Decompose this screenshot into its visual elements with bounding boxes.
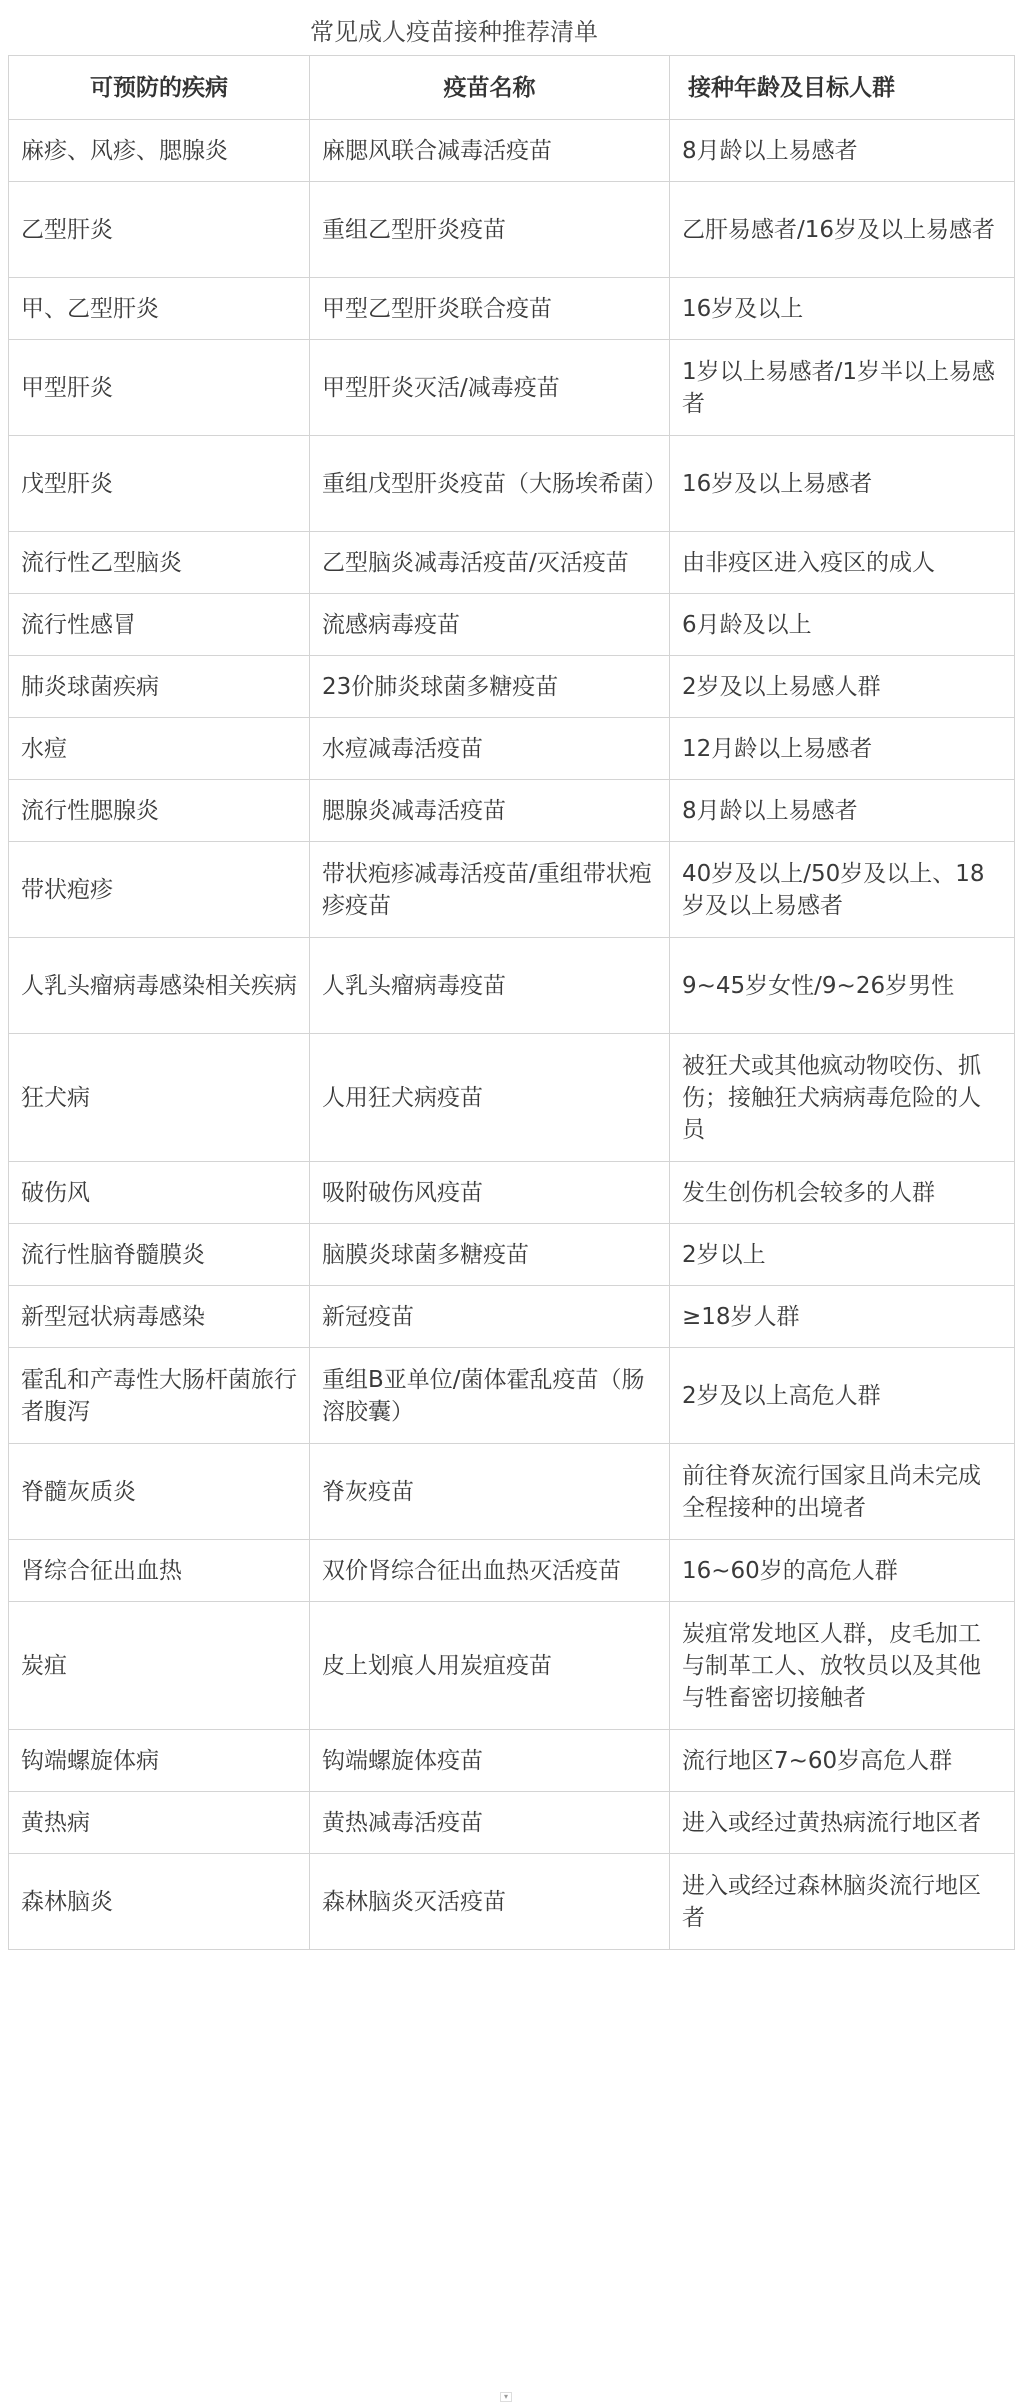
- vaccine-cell: 带状疱疹减毒活疫苗/重组带状疱疹疫苗: [310, 842, 670, 938]
- table-row: [9, 1854, 1015, 1950]
- target-cell: ≥18岁人群: [670, 1286, 1015, 1348]
- target-cell: 6月龄及以上: [670, 594, 1015, 656]
- disease-cell: 炭疽: [9, 1602, 310, 1730]
- table-row: [9, 938, 1015, 1034]
- target-cell: 炭疽常发地区人群，皮毛加工与制革工人、放牧员以及其他与牲畜密切接触者: [670, 1602, 1015, 1730]
- target-cell: 16岁及以上: [670, 278, 1015, 340]
- vaccine-cell: 脑膜炎球菌多糖疫苗: [310, 1224, 670, 1286]
- disease-cell: 麻疹、风疹、腮腺炎: [9, 120, 310, 182]
- vaccine-cell: 森林脑炎灭活疫苗: [310, 1854, 670, 1950]
- vaccine-cell: 流感病毒疫苗: [310, 594, 670, 656]
- disease-cell: 戊型肝炎: [9, 436, 310, 532]
- table-row: [9, 340, 1015, 436]
- disease-cell: 肾综合征出血热: [9, 1540, 310, 1602]
- vaccine-cell: 腮腺炎减毒活疫苗: [310, 780, 670, 842]
- disease-cell: 肺炎球菌疾病: [9, 656, 310, 718]
- vaccine-cell: 麻腮风联合减毒活疫苗: [310, 120, 670, 182]
- vaccine-cell: 人乳头瘤病毒疫苗: [310, 938, 670, 1034]
- table-row: [9, 1792, 1015, 1854]
- table-row: [9, 1034, 1015, 1162]
- target-cell: 前往脊灰流行国家且尚未完成全程接种的出境者: [670, 1444, 1015, 1540]
- disease-cell: 新型冠状病毒感染: [9, 1286, 310, 1348]
- vaccine-cell: 水痘减毒活疫苗: [310, 718, 670, 780]
- disease-cell: 流行性脑脊髓膜炎: [9, 1224, 310, 1286]
- vaccine-cell: 重组乙型肝炎疫苗: [310, 182, 670, 278]
- disease-cell: 水痘: [9, 718, 310, 780]
- disease-cell: 流行性感冒: [9, 594, 310, 656]
- table-row: [9, 182, 1015, 278]
- table-row: [9, 1730, 1015, 1792]
- table-row: [9, 1444, 1015, 1540]
- disease-cell: 流行性乙型脑炎: [9, 532, 310, 594]
- table-row: [9, 532, 1015, 594]
- table-row: [9, 718, 1015, 780]
- vaccine-cell: 重组戊型肝炎疫苗（大肠埃希菌）: [310, 436, 670, 532]
- disease-cell: 带状疱疹: [9, 842, 310, 938]
- vaccine-cell: 甲型乙型肝炎联合疫苗: [310, 278, 670, 340]
- target-cell: 乙肝易感者/16岁及以上易感者: [670, 182, 1015, 278]
- table-row: [9, 278, 1015, 340]
- target-cell: 12月龄以上易感者: [670, 718, 1015, 780]
- disease-cell: 乙型肝炎: [9, 182, 310, 278]
- table-header-row: [9, 56, 1015, 120]
- disease-cell: 霍乱和产毒性大肠杆菌旅行者腹泻: [9, 1348, 310, 1444]
- target-cell: 发生创伤机会较多的人群: [670, 1162, 1015, 1224]
- scroll-down-icon[interactable]: ▾: [500, 2392, 512, 2402]
- vaccine-cell: 甲型肝炎灭活/减毒疫苗: [310, 340, 670, 436]
- disease-cell: 破伤风: [9, 1162, 310, 1224]
- vaccine-cell: 重组B亚单位/菌体霍乱疫苗（肠溶胶囊）: [310, 1348, 670, 1444]
- target-cell: 40岁及以上/50岁及以上、18岁及以上易感者: [670, 842, 1015, 938]
- target-cell: 进入或经过森林脑炎流行地区者: [670, 1854, 1015, 1950]
- target-cell: 被狂犬或其他疯动物咬伤、抓伤；接触狂犬病病毒危险的人员: [670, 1034, 1015, 1162]
- header-vaccine: 疫苗名称: [310, 56, 670, 120]
- vaccine-table: [8, 55, 1015, 1950]
- vaccine-cell: 脊灰疫苗: [310, 1444, 670, 1540]
- target-cell: 由非疫区进入疫区的成人: [670, 532, 1015, 594]
- target-cell: 8月龄以上易感者: [670, 780, 1015, 842]
- disease-cell: 人乳头瘤病毒感染相关疾病: [9, 938, 310, 1034]
- disease-cell: 黄热病: [9, 1792, 310, 1854]
- table-row: [9, 120, 1015, 182]
- table-row: [9, 1602, 1015, 1730]
- target-cell: 8月龄以上易感者: [670, 120, 1015, 182]
- disease-cell: 森林脑炎: [9, 1854, 310, 1950]
- table-row: [9, 1348, 1015, 1444]
- target-cell: 16~60岁的高危人群: [670, 1540, 1015, 1602]
- table-row: [9, 1540, 1015, 1602]
- disease-cell: 流行性腮腺炎: [9, 780, 310, 842]
- target-cell: 9~45岁女性/9~26岁男性: [670, 938, 1015, 1034]
- table-row: [9, 1224, 1015, 1286]
- disease-cell: 甲、乙型肝炎: [9, 278, 310, 340]
- table-row: [9, 594, 1015, 656]
- disease-cell: 狂犬病: [9, 1034, 310, 1162]
- table-row: [9, 842, 1015, 938]
- disease-cell: 甲型肝炎: [9, 340, 310, 436]
- table-caption: 常见成人疫苗接种推荐清单: [310, 18, 598, 46]
- table-row: [9, 656, 1015, 718]
- vaccine-cell: 皮上划痕人用炭疽疫苗: [310, 1602, 670, 1730]
- table-row: [9, 1286, 1015, 1348]
- vaccine-cell: 人用狂犬病疫苗: [310, 1034, 670, 1162]
- disease-cell: 脊髓灰质炎: [9, 1444, 310, 1540]
- header-disease: 可预防的疾病: [9, 56, 310, 120]
- header-target: 接种年龄及目标人群: [670, 56, 1015, 120]
- table-row: [9, 1162, 1015, 1224]
- vaccine-cell: 23价肺炎球菌多糖疫苗: [310, 656, 670, 718]
- disease-cell: 钩端螺旋体病: [9, 1730, 310, 1792]
- vaccine-cell: 钩端螺旋体疫苗: [310, 1730, 670, 1792]
- target-cell: 2岁以上: [670, 1224, 1015, 1286]
- vaccine-cell: 吸附破伤风疫苗: [310, 1162, 670, 1224]
- vaccine-cell: 黄热减毒活疫苗: [310, 1792, 670, 1854]
- vaccine-cell: 双价肾综合征出血热灭活疫苗: [310, 1540, 670, 1602]
- target-cell: 16岁及以上易感者: [670, 436, 1015, 532]
- table-row: [9, 780, 1015, 842]
- target-cell: 1岁以上易感者/1岁半以上易感者: [670, 340, 1015, 436]
- target-cell: 流行地区7~60岁高危人群: [670, 1730, 1015, 1792]
- target-cell: 2岁及以上易感人群: [670, 656, 1015, 718]
- vaccine-cell: 乙型脑炎减毒活疫苗/灭活疫苗: [310, 532, 670, 594]
- table-row: [9, 436, 1015, 532]
- target-cell: 进入或经过黄热病流行地区者: [670, 1792, 1015, 1854]
- target-cell: 2岁及以上高危人群: [670, 1348, 1015, 1444]
- vaccine-cell: 新冠疫苗: [310, 1286, 670, 1348]
